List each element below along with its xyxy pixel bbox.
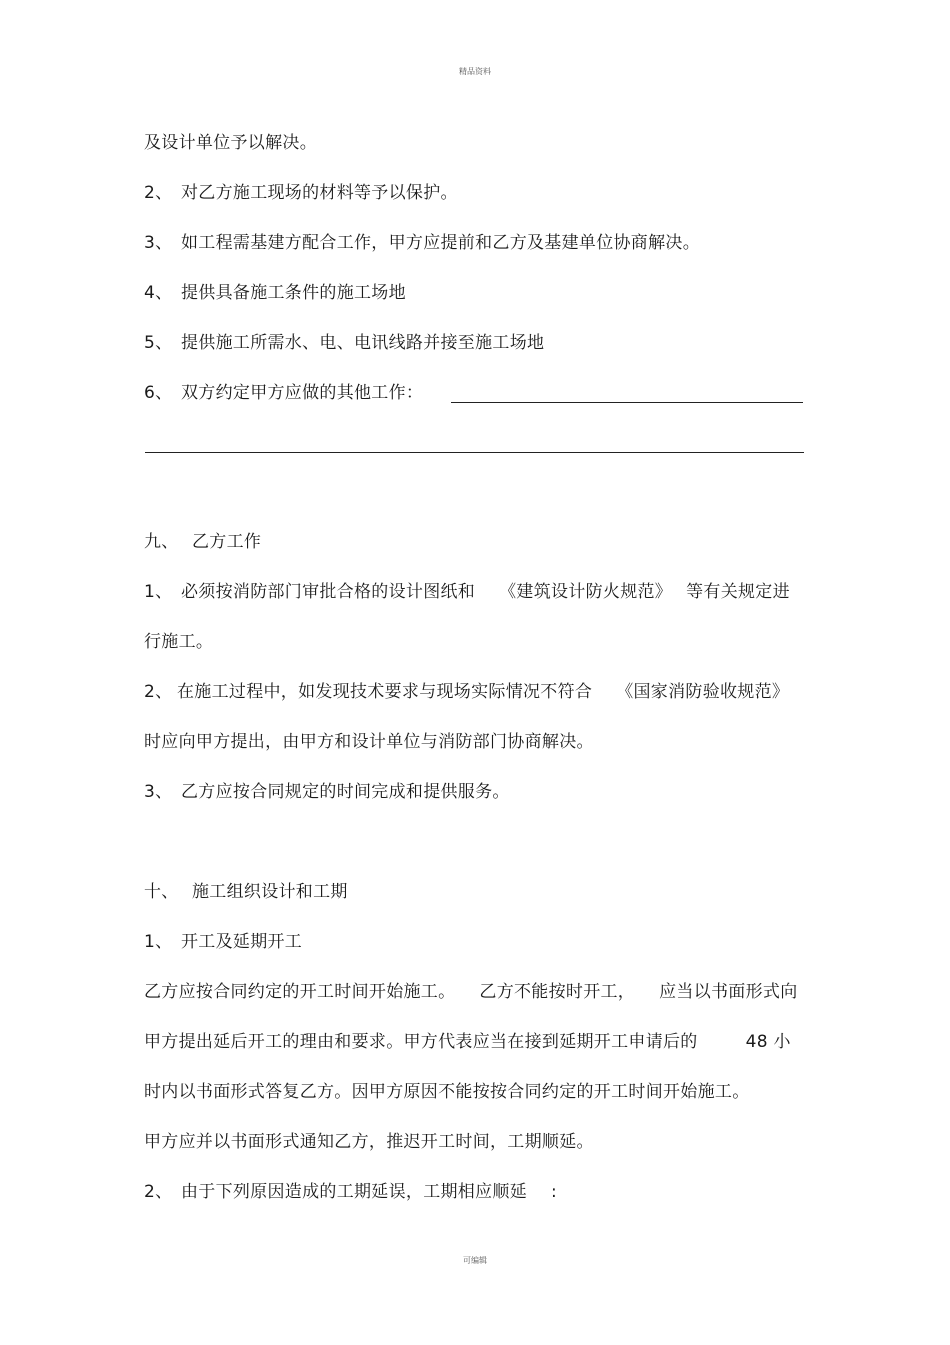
list-item: [144, 383, 423, 403]
item-text: 由于下列原因造成的工期延误，工期相应顺延: [181, 1182, 527, 1202]
paragraph-text: 及设计单位予以解决。: [144, 133, 317, 153]
section-number: 十、: [144, 882, 179, 902]
item-number: 4、: [144, 283, 173, 303]
paragraph-line: [144, 982, 798, 1002]
paragraph-text: 甲方提出延后开工的理由和要求。甲方代表应当在接到延期开工申请后的: [144, 1032, 698, 1052]
item-text: 对乙方施工现场的材料等予以保护。: [181, 183, 458, 203]
item-text-tail: :: [551, 1182, 558, 1202]
list-item: [144, 582, 790, 602]
section-heading: [144, 532, 261, 552]
list-item: [144, 682, 789, 702]
item-number: 2、: [144, 183, 173, 203]
list-item: [144, 283, 406, 303]
item-number: 3、: [144, 782, 173, 802]
paragraph-text: 行施工。: [144, 632, 214, 652]
paragraph-text: 乙方不能按时开工，: [479, 982, 636, 1002]
item-number: 1、: [144, 932, 173, 952]
paragraph-continuation: [144, 732, 594, 752]
paragraph-line: [144, 1082, 750, 1102]
list-item: [144, 233, 700, 253]
fill-in-blank-line[interactable]: [145, 452, 804, 453]
item-text: 提供具备施工条件的施工场地: [181, 283, 406, 303]
item-text: 在施工过程中，如发现技术要求与现场实际情况不符合: [177, 682, 593, 702]
item-text: 必须按消防部门审批合格的设计图纸和: [181, 582, 476, 602]
list-item: [144, 333, 544, 353]
paragraph-continuation: [144, 632, 213, 652]
item-number: 6、: [144, 383, 173, 403]
section-number: 九、: [144, 532, 179, 552]
item-text: 开工及延期开工: [181, 932, 303, 952]
item-text: 如工程需基建方配合工作，甲方应提前和乙方及基建单位协商解决。: [181, 233, 700, 253]
cited-standard: 《国家消防验收规范》: [616, 682, 790, 702]
paragraph-line: [144, 1032, 791, 1052]
list-item: [144, 932, 302, 952]
paragraph-line: [144, 1132, 594, 1152]
paragraph-text: 应当以书面形式向: [659, 982, 798, 1002]
item-number: 5、: [144, 333, 173, 353]
section-heading: [144, 882, 348, 902]
item-number: 1、: [144, 582, 173, 602]
item-text: 提供施工所需水、电、电讯线路并接至施工场地: [181, 333, 545, 353]
fill-in-blank-line[interactable]: [451, 402, 803, 403]
paragraph-text: 乙方应按合同约定的开工时间开始施工。: [144, 982, 456, 1002]
list-item: [144, 782, 510, 802]
item-number: 2、: [144, 1182, 173, 1202]
list-item: [144, 183, 458, 203]
item-text: 双方约定甲方应做的其他工作：: [181, 383, 424, 403]
section-title: 施工组织设计和工期: [192, 882, 348, 902]
paragraph-text: 甲方应并以书面形式通知乙方，推迟开工时间，工期顺延。: [144, 1132, 594, 1152]
item-number: 2、: [144, 682, 173, 702]
item-text: 等有关规定进: [686, 582, 790, 602]
item-text: 乙方应按合同规定的时间完成和提供服务。: [181, 782, 510, 802]
list-item: [144, 1182, 557, 1202]
section-title: 乙方工作: [192, 532, 262, 552]
header-watermark: 精品资料: [459, 67, 491, 76]
paragraph-text: 48 小: [745, 1032, 791, 1052]
footer-watermark: 可编辑: [463, 1256, 487, 1265]
cited-standard: 《建筑设计防火规范》: [499, 582, 673, 602]
item-number: 3、: [144, 233, 173, 253]
paragraph-continuation: [144, 133, 317, 153]
paragraph-text: 时内以书面形式答复乙方。因甲方原因不能按按合同约定的开工时间开始施工。: [144, 1082, 750, 1102]
paragraph-text: 时应向甲方提出，由甲方和设计单位与消防部门协商解决。: [144, 732, 594, 752]
